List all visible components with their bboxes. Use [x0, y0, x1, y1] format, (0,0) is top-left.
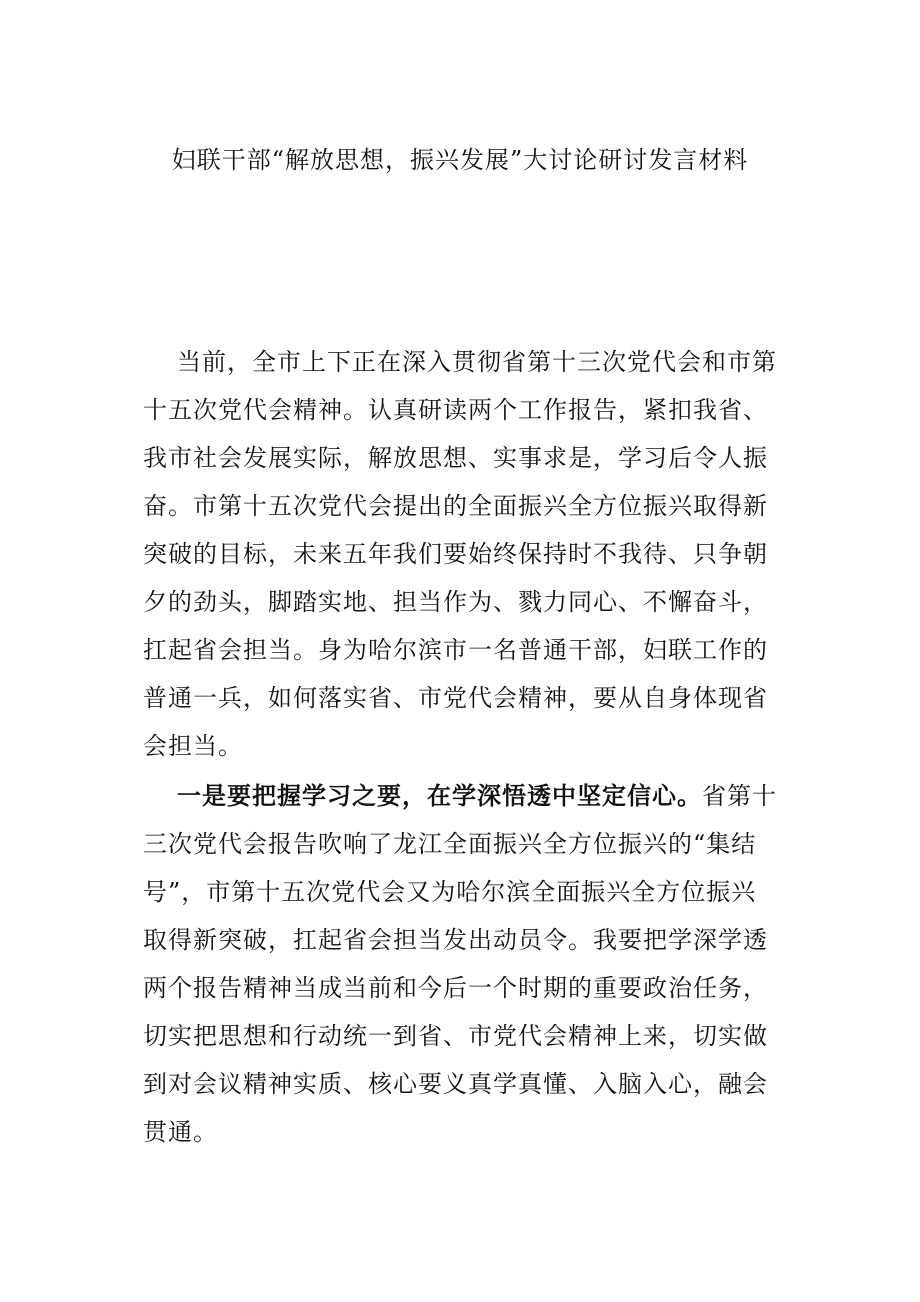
paragraph-line: 奋。市第十五次党代会提出的全面振兴全方位振兴取得新 — [143, 492, 768, 520]
paragraph-line: 切实把思想和行动统一到省、市党代会精神上来，切实做 — [143, 1022, 768, 1050]
section-heading: 一是要把握学习之要，在学深悟透中坚定信心。 — [177, 781, 702, 810]
paragraph-line: 号”，市第十五次党代会又为哈尔滨全面振兴全方位振兴 — [143, 878, 757, 906]
paragraph-line: 我市社会发展实际，解放思想、实事求是，学习后令人振 — [143, 444, 768, 472]
paragraph-line: 普通一兵，如何落实省、市党代会精神，要从自身体现省 — [143, 684, 768, 712]
paragraph-line: 两个报告精神当成当前和今后一个时期的重要政治任务， — [143, 974, 768, 1002]
paragraph-line: 夕的劲头，脚踏实地、担当作为、戮力同心、不懈奋斗， — [143, 588, 768, 616]
paragraph-line: 到对会议精神实质、核心要义真学真懂、入脑入心，融会 — [143, 1070, 768, 1098]
paragraph-point-one — [143, 772, 783, 1156]
paragraph-first-line — [143, 772, 783, 820]
paragraph-line: 十五次党代会精神。认真研读两个工作报告，紧扣我省、 — [143, 396, 768, 424]
paragraph-line: 突破的目标，未来五年我们要始终保持时不我待、只争朝 — [143, 540, 768, 568]
paragraph-line: 贯通。 — [143, 1118, 218, 1146]
paragraph-line-rest: 省第十 — [702, 782, 777, 810]
paragraph-intro — [143, 338, 783, 770]
paragraph-line: 三次党代会报告吹响了龙江全面振兴全方位振兴的“集结 — [143, 830, 757, 858]
paragraph-line: 会担当。 — [143, 732, 243, 760]
paragraph-line: 当前，全市上下正在深入贯彻省第十三次党代会和市第 — [177, 348, 777, 376]
paragraph-line: 扛起省会担当。身为哈尔滨市一名普通干部，妇联工作的 — [143, 636, 768, 664]
paragraph-line: 取得新突破，扛起省会担当发出动员令。我要把学深学透 — [143, 926, 768, 954]
document-title: 妇联干部“解放思想，振兴发展”大讨论研讨发言材料 — [171, 146, 749, 174]
